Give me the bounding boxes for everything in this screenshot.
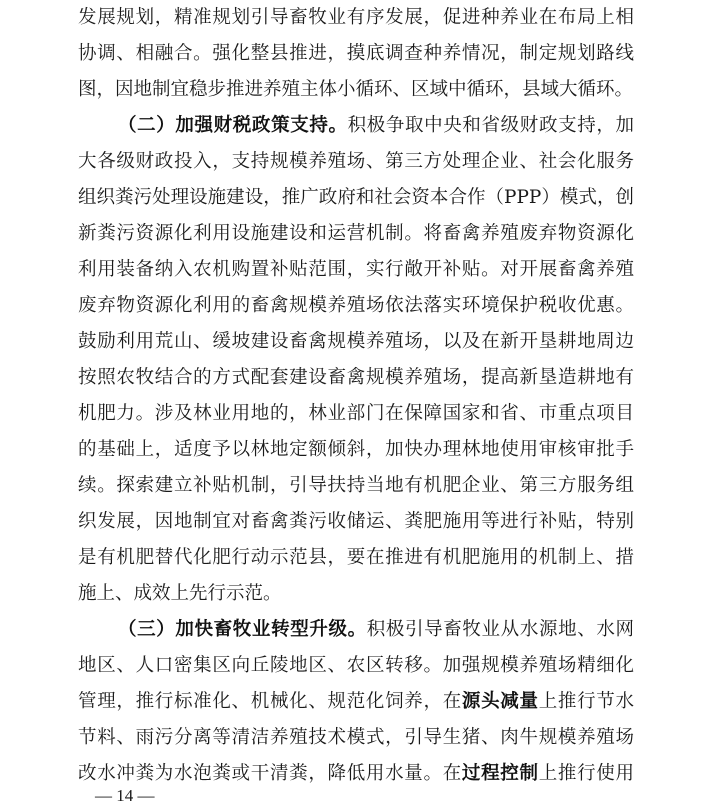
text-line: [118, 110, 634, 142]
text-line: [78, 2, 634, 34]
text-segment: 机肥力。涉及林业用地的，林业部门在保障国家和省、市重点项目: [78, 403, 634, 424]
text-segment: 织发展，因地制宜对畜禽粪污收储运、粪肥施用等进行补贴，特别: [78, 511, 634, 532]
text-segment: 管理，推行标准化、机械化、规范化饲养，在: [78, 691, 462, 712]
text-segment: 按照农牧结合的方式配套建设畜禽规模养殖场，提高新垦造耕地有: [78, 367, 634, 388]
text-segment: 是有机肥替代化肥行动示范县，要在推进有机肥施用的机制上、措: [78, 547, 634, 568]
bold-text-segment: 源头减量: [461, 691, 539, 712]
text-line: [78, 182, 634, 214]
text-segment: 利用装备纳入农机购置补贴范围，实行敞开补贴。对开展畜禽养殖: [78, 259, 634, 280]
text-segment: 积极争取中央和省级财政支持，加: [347, 115, 634, 136]
text-line: [78, 362, 634, 394]
text-segment: 发展规划，精准规划引导畜牧业有序发展，促进种养业在布局上相: [78, 7, 634, 28]
text-line: [78, 470, 634, 502]
text-segment: 大各级财政投入，支持规模养殖场、第三方处理企业、社会化服务: [78, 151, 634, 172]
text-line: [78, 38, 634, 70]
text-line: [78, 578, 634, 610]
text-line: [78, 74, 634, 106]
bold-text-segment: 过程控制: [461, 763, 539, 784]
text-segment: 积极引导畜牧业从水源地、水网: [366, 619, 634, 640]
text-segment: 上推行节水: [538, 691, 634, 712]
text-line: [78, 326, 634, 358]
text-segment: 续。探索建立补贴机制，引导扶持当地有机肥企业、第三方服务组: [78, 475, 634, 496]
text-segment: 图，因地制宜稳步推进养殖主体小循环、区域中循环，县域大循环。: [78, 79, 634, 100]
bold-text-segment: （三）加快畜牧业转型升级。: [118, 619, 367, 640]
text-line: [78, 146, 634, 178]
text-line: [78, 218, 634, 250]
text-line: [78, 650, 634, 682]
text-line: [78, 254, 634, 286]
text-segment: 地区、人口密集区向丘陵地区、农区转移。加强规模养殖场精细化: [78, 655, 634, 676]
text-segment: 废弃物资源化利用的畜禽规模养殖场依法落实环境保护税收优惠。: [78, 295, 634, 316]
bold-text-segment: （二）加强财税政策支持。: [118, 115, 348, 136]
text-line: [78, 506, 634, 538]
page-number: — 14 —: [95, 786, 155, 805]
text-line: [78, 290, 634, 322]
text-segment: 节料、雨污分离等清洁养殖技术模式，引导生猪、肉牛规模养殖场: [78, 727, 634, 748]
text-segment: 改水冲粪为水泡粪或干清粪，降低用水量。在: [78, 763, 462, 784]
text-line: [78, 398, 634, 430]
text-line: [78, 434, 634, 466]
text-line: [78, 686, 634, 718]
text-segment: 施上、成效上先行示范。: [78, 583, 282, 604]
text-line: [118, 614, 634, 646]
text-line: [78, 722, 634, 754]
text-line: [78, 758, 634, 790]
text-segment: 组织粪污处理设施建设，推广政府和社会资本合作（PPP）模式，创: [78, 187, 634, 208]
text-segment: 新粪污资源化利用设施建设和运营机制。将畜禽养殖废弃物资源化: [78, 223, 634, 244]
text-segment: 上推行使用: [538, 763, 634, 784]
text-segment: 鼓励利用荒山、缓坡建设畜禽规模养殖场，以及在新开垦耕地周边: [78, 331, 634, 352]
text-segment: 协调、相融合。强化整县推进，摸底调查种养情况，制定规划路线: [78, 43, 634, 64]
text-segment: 的基础上，适度予以林地定额倾斜，加快办理林地使用审核审批手: [78, 439, 634, 460]
text-line: [78, 542, 634, 574]
